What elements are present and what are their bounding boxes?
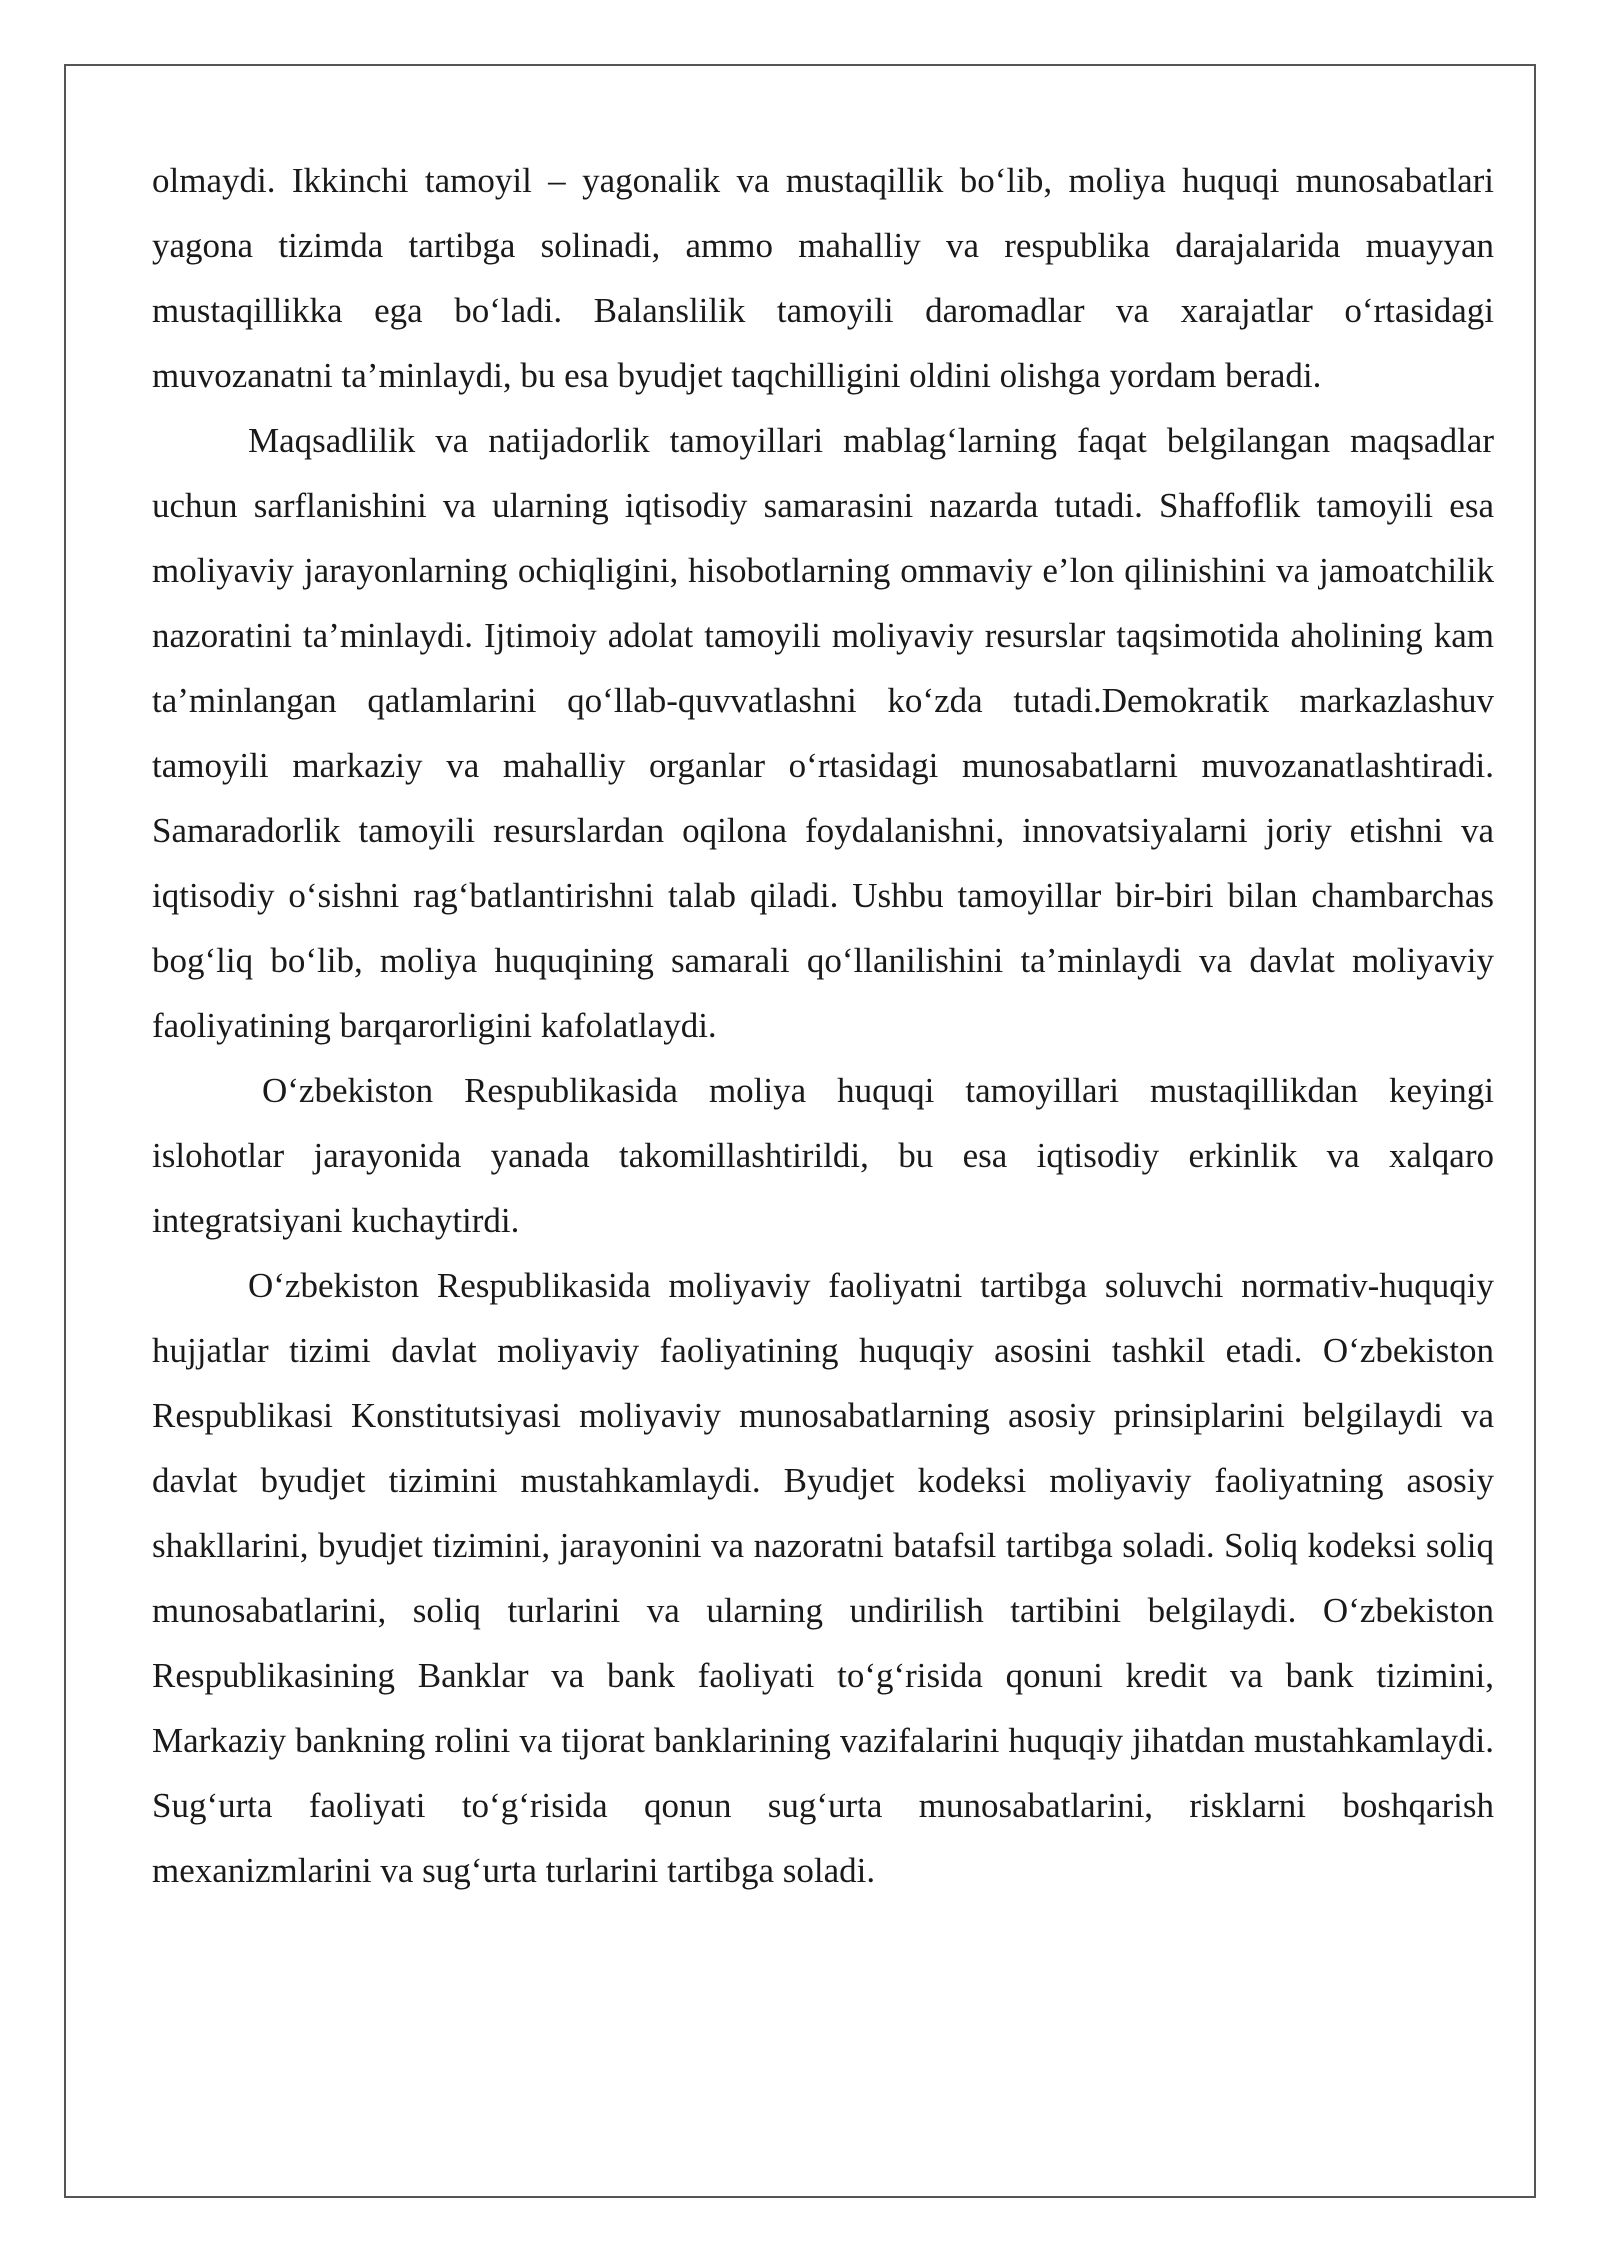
paragraph-principles: Maqsadlilik va natijadorlik tamoyillari mablagʻlarning faqat belgilangan maqsadlar uchun sarflanishini va ularning iqtisodiy samarasini nazarda tutadi. Shaffoflik tamoyili esa moliyaviy jarayonlarning ochiqligini, hisobotlarning ommaviy e’lon qilinishini va jamoatchilik nazoratini ta’minlaydi. Ijtimoiy adolat tamoyili moliyaviy resurslar taqsimotida aholining kam ta’minlangan qatlamlarini qoʻllab-quvvatlashni koʻzda tutadi.Demokratik markazlashuv tamoyili markaziy va mahalliy organlar oʻrtasidagi munosabatlarni muvozanatlashtiradi. Samaradorlik tamoyili resurslardan oqilona foydalanishni, innovatsiyalarni joriy etishni va iqtisodiy oʻsishni ragʻbatlantirishni talab qiladi. Ushbu tamoyillar bir-biri bilan chambarchas bogʻliq boʻlib, moliya huquqining samarali qoʻllanilishini ta’minlaydi va davlat moliyaviy faoliyatining barqarorligini kafolatlaydi. [152, 421, 1494, 1045]
paragraph-legal-acts: Oʻzbekiston Respublikasida moliyaviy faoliyatni tartibga soluvchi normativ-huquqiy hujjatlar tizimi davlat moliyaviy faoliyatining huquqiy asosini tashkil etadi. Oʻzbekiston Respublikasi Konstitutsiyasi moliyaviy munosabatlarning asosiy prinsiplarini belgilaydi va davlat byudjet tizimini mustahkamlaydi. Byudjet kodeksi moliyaviy faoliyatning asosiy shakllarini, byudjet tizimini, jarayonini va nazoratni batafsil tartibga soladi. Soliq kodeksi soliq munosabatlarini, soliq turlarini va ularning undirilish tartibini belgilaydi. Oʻzbekiston Respublikasining Banklar va bank faoliyati toʻgʻrisida qonuni kredit va bank tizimini, Markaziy bankning rolini va tijorat banklarining vazifalarini huquqiy jihatdan mustahkamlaydi. Sugʻurta faoliyati toʻgʻrisida qonun sugʻurta munosabatlarini, risklarni boshqarish mexanizmlarini va sugʻurta turlarini tartibga soladi. [152, 1266, 1494, 1890]
document-body [152, 148, 1494, 1903]
paragraph-reforms: Oʻzbekiston Respublikasida moliya huquqi tamoyillari mustaqillikdan keyingi islohotlar jarayonida yanada takomillashtirildi, bu esa iqtisodiy erkinlik va xalqaro integratsiyani kuchaytirdi. [152, 1071, 1494, 1240]
paragraph-continuation: olmaydi. Ikkinchi tamoyil – yagonalik va mustaqillik boʻlib, moliya huquqi munosabatlari yagona tizimda tartibga solinadi, ammo mahalliy va respublika darajalarida muayyan mustaqillikka ega boʻladi. Balanslilik tamoyili daromadlar va xarajatlar oʻrtasidagi muvozanatni ta’minlaydi, bu esa byudjet taqchilligini oldini olishga yordam beradi. [152, 161, 1494, 395]
